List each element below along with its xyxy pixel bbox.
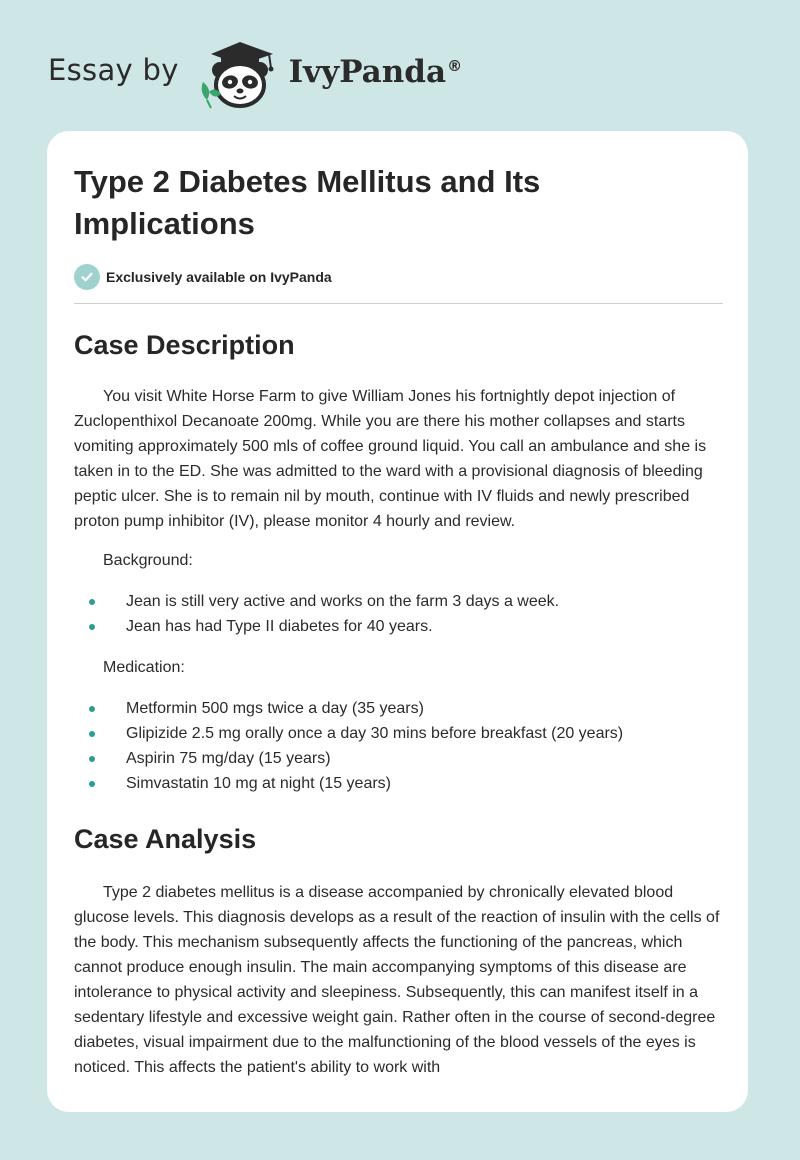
title-divider bbox=[74, 303, 723, 304]
registered-mark: ® bbox=[447, 56, 463, 75]
article-card bbox=[47, 131, 748, 1112]
list-item: Jean has had Type II diabetes for 40 years. bbox=[74, 614, 723, 639]
essay-by-label: Essay by bbox=[48, 53, 179, 87]
list-item: Metformin 500 mgs twice a day (35 years) bbox=[74, 696, 723, 721]
exclusive-label: Exclusively available on IvyPanda bbox=[106, 269, 332, 285]
site-header bbox=[48, 36, 462, 110]
case-analysis-paragraph: Type 2 diabetes mellitus is a disease accompanied by chronically elevated blood glucose levels. This diagnosis develops as a result of the reaction of insulin with the cells of the body. This mechanism subsequently affects the functioning of the pancreas, which cannot produce enough insulin. The main accompanying symptoms of this disease are intolerance to physical activity and sleepiness. Subsequently, this can manifest itself in a sedentary lifestyle and excessive weight gain. Rather often in the course of second-degree diabetes, visual impairment due to the malfunctioning of the blood vessels of the eyes is noticed. This affects the patient's ability to work with bbox=[74, 884, 720, 1076]
medication-label: Medication: bbox=[103, 659, 185, 676]
background-label: Background: bbox=[103, 552, 193, 569]
checkmark-icon bbox=[74, 264, 100, 290]
brand-name[interactable] bbox=[289, 54, 462, 90]
list-item: Glipizide 2.5 mg orally once a day 30 mins before breakfast (20 years) bbox=[74, 721, 723, 746]
case-description-paragraph: You visit White Horse Farm to give William Jones his fortnightly depot injection of Zuclopenthixol Decanoate 200mg. While you are there his mother collapses and starts vomiting approximately 500 mls of coffee ground liquid. You call an ambulance and she is taken in to the ED. She was admitted to the ward with a provisional diagnosis of bleeding peptic ulcer. She is to remain nil by mouth, continue with IV fluids and newly prescribed proton pump inhibitor (IV), please monitor 4 hourly and review. bbox=[74, 388, 707, 530]
brand-name-text: IvyPanda bbox=[288, 54, 447, 90]
list-item: Jean is still very active and works on the farm 3 days a week. bbox=[74, 589, 723, 614]
exclusive-badge bbox=[74, 263, 723, 291]
article-title: Type 2 Diabetes Mellitus and Its Implications bbox=[74, 164, 541, 241]
medication-list bbox=[74, 696, 723, 796]
article-content bbox=[74, 161, 723, 1080]
case-description-heading: Case Description bbox=[74, 330, 295, 360]
panda-logo-icon[interactable] bbox=[195, 36, 285, 110]
background-list bbox=[74, 589, 723, 639]
case-analysis-heading: Case Analysis bbox=[74, 824, 257, 854]
list-item: Simvastatin 10 mg at night (15 years) bbox=[74, 771, 723, 796]
list-item: Aspirin 75 mg/day (15 years) bbox=[74, 746, 723, 771]
